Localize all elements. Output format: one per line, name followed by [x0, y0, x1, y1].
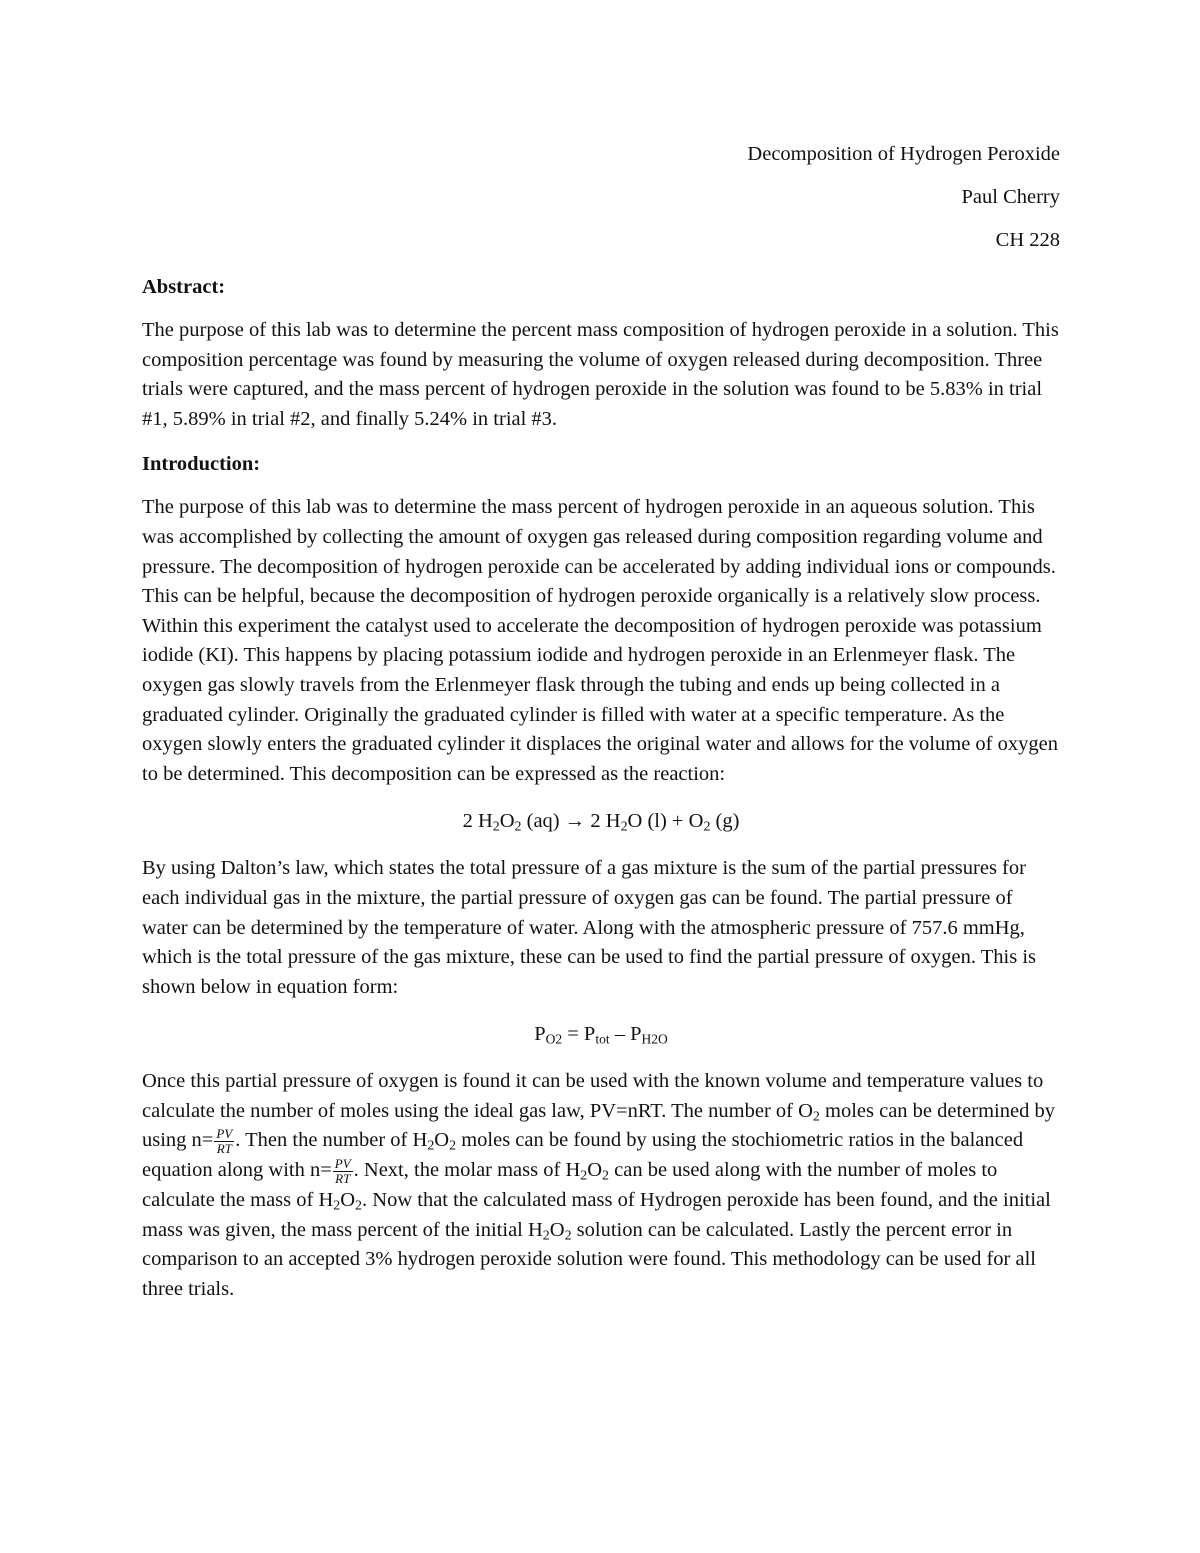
abstract-paragraph: The purpose of this lab was to determine the percent mass composition of hydrogen peroxide in a solution. This composition percentage was found by measuring the volume of oxygen released during decomposition. Three trials were captured, and the mass percent of hydrogen peroxide in the solution was found to be 5.83% in trial #1, 5.89% in trial #2, and finally 5.24% in trial #3.	[142, 319, 1059, 430]
introduction-paragraph-1: The purpose of this lab was to determine the mass percent of hydrogen peroxide in an aqueous solution. This was accomplished by collecting the amount of oxygen gas released during composition regarding volume and pressure. The decomposition of hydrogen peroxide can be accelerated by adding individual ions or compounds. This can be helpful, because the decomposition of hydrogen peroxide organically is a relatively slow process. Within this experiment the catalyst used to accelerate the decomposition of hydrogen peroxide was potassium iodide (KI). This happens by placing potassium iodide and hydrogen peroxide in an Erlenmeyer flask. The oxygen gas slowly travels from the Erlenmeyer flask through the tubing and ends up being collected in a graduated cylinder. Originally the graduated cylinder is filled with water at a specific temperature. As the oxygen slowly enters the graduated cylinder it displaces the original water and allows for the volume of oxygen to be determined. This decomposition can be expressed as the reaction:	[142, 496, 1058, 785]
pressure-equation: PO2 = Ptot – PH2O	[534, 1023, 668, 1047]
abstract-heading: Abstract:	[142, 276, 226, 298]
author-name: Paul Cherry	[961, 186, 1060, 208]
course-code: CH 228	[995, 229, 1060, 251]
introduction-paragraph-3: Once this partial pressure of oxygen is found it can be used with the known volume and temperature values to calculate the number of moles using the ideal gas law, PV=nRT. The number of $O_2$ moles can be determined by using n= $\frac{PV}{RT}$ . Then the number of $H_2O_2$ moles can be found by using the stochiometric ratios in the balanced equation along with n= $\frac{PV}{RT}$ . Next, the molar mass of $H_2O_2$ can be used along with the number of moles to calculate the mass of $H_2O_2$. Now that the calculated mass of Hydrogen peroxide has been found, and the initial mass was given, the mass percent of the initial $H_2O_2$ solution can be calculated. Lastly the percent error in comparison to an accepted 3% hydrogen peroxide solution were found. This methodology can be used for all three trials.	[142, 1070, 1055, 1300]
reaction-equation: 2 $H_2O_2$ (aq) → 2 $H_2O$ $(l) + O_2$ (g)	[462, 810, 740, 835]
document-title: Decomposition of Hydrogen Peroxide	[747, 143, 1060, 165]
pv-over-rt-fraction: $\frac{PV}{RT}$	[334, 1156, 351, 1187]
document-page	[142, 140, 1060, 1304]
pv-over-rt-fraction: $\frac{PV}{RT}$	[216, 1126, 233, 1157]
introduction-paragraph-2: By using Dalton’s law, which states the total pressure of a gas mixture is the sum of the partial pressures for each individual gas in the mixture, the partial pressure of oxygen gas can be found. The partial pressure of water can be determined by the temperature of water. Along with the atmospheric pressure of 757.6 mmHg, which is the total pressure of the gas mixture, these can be used to find the partial pressure of oxygen. This is shown below in equation form:	[142, 857, 1036, 998]
introduction-heading: Introduction:	[142, 453, 261, 476]
